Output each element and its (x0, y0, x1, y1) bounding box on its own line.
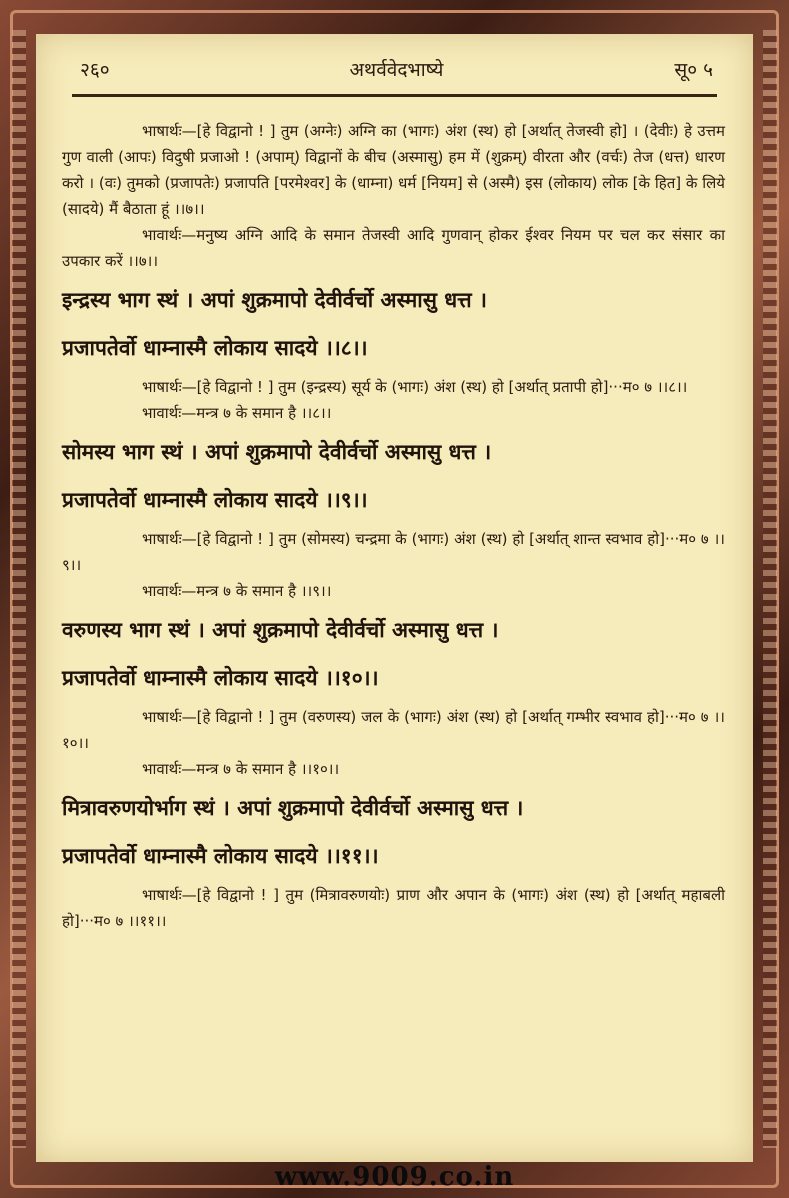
page-title: अथर्ववेदभाष्ये (349, 59, 444, 81)
commentary-paragraph: भावार्थः—मनुष्य अग्नि आदि के समान तेजस्वी आदि गुणवान् होकर ईश्वर नियम पर चल कर संसार का उपकार करें ।।७।। (62, 226, 725, 270)
page-number: २६० (80, 59, 110, 81)
commentary-paragraph: भाषार्थः—[हे विद्वानो ! ] तुम (सोमस्य) चन्द्रमा के (भागः) अंश (स्थ) हो [अर्थात् शान्त स्वभाव हो]···म० ७ ।।९।। (62, 530, 725, 574)
commentary-paragraph: भाषार्थः—[हे विद्वानो ! ] तुम (मित्रावरुणयोः) प्राण और अपान के (भागः) अंश (स्थ) हो [अर्थात् महाबली हो]···म० ७ ।।११।। (62, 886, 725, 930)
header-rule (72, 94, 717, 97)
frame-ornament-right (763, 30, 777, 1148)
commentary-paragraph: भावार्थः—मन्त्र ७ के समान है ।।८।। (142, 404, 332, 422)
scanned-page (36, 34, 753, 1162)
mantra-line: प्रजापतेर्वो धाम्नास्मै लोकाय सादये ।।११।। (62, 844, 379, 868)
commentary-paragraph: भावार्थः—मन्त्र ७ के समान है ।।१०।। (142, 760, 340, 778)
mantra-line: प्रजापतेर्वो धाम्नास्मै लोकाय सादये ।।९।। (62, 488, 368, 512)
commentary-paragraph: भाषार्थः—[हे विद्वानो ! ] तुम (वरुणस्य) जल के (भागः) अंश (स्थ) हो [अर्थात् गम्भीर स्वभाव हो]···म० ७ ।।१०।। (62, 708, 725, 752)
page-header (80, 56, 713, 86)
mantra-line: मित्रावरुणयोर्भाग स्थं । अपां शुक्रमापो देवीर्वर्चो अस्मासु धत्त । (62, 796, 524, 820)
mantra-line: प्रजापतेर्वो धाम्नास्मै लोकाय सादये ।।८।। (62, 336, 368, 360)
commentary-paragraph: भावार्थः—मन्त्र ७ के समान है ।।९।। (142, 582, 332, 600)
commentary-paragraph: भाषार्थः—[हे विद्वानो ! ] तुम (इन्द्रस्य) सूर्य के (भागः) अंश (स्थ) हो [अर्थात् प्रतापी हो]···म० ७ ।।८।। (142, 378, 688, 396)
mantra-line: वरुणस्य भाग स्थं । अपां शुक्रमापो देवीर्वर्चो अस्मासु धत्त । (62, 618, 499, 642)
frame-ornament-left (12, 30, 26, 1148)
mantra-line: प्रजापतेर्वो धाम्नास्मै लोकाय सादये ।।१०।। (62, 666, 379, 690)
mantra-line: सोमस्य भाग स्थं । अपां शुक्रमापो देवीर्वर्चो अस्मासु धत्त । (62, 440, 492, 464)
commentary-paragraph: भाषार्थः—[हे विद्वानो ! ] तुम (अग्नेः) अग्नि का (भागः) अंश (स्थ) हो [अर्थात् तेजस्वी हो] । (देवीः) हे उत्तम गुण वाली (आपः) विदुषी प्रजाओ ! (अपाम्) विद्वानों के बीच (अस्मासु) हम में (शुक्रम्) वीरता और (वर्चः) तेज (धत्त) धारण करो । (वः) तुमको (प्रजापतेः) प्रजापति [परमेश्वर] के (धाम्ना) धर्म [नियम] से (अस्मै) इस (लोकाय) लोक [के हित] के लिये (सादये) मैं बैठाता हूं ।।७।। (62, 122, 725, 218)
page-body (62, 118, 725, 934)
sukta-number: सू० ५ (674, 59, 713, 81)
website-watermark[interactable]: www.9009.co.in (274, 1162, 515, 1192)
mantra-line: इन्द्रस्य भाग स्थं । अपां शुक्रमापो देवीर्वर्चो अस्मासु धत्त । (62, 288, 487, 312)
